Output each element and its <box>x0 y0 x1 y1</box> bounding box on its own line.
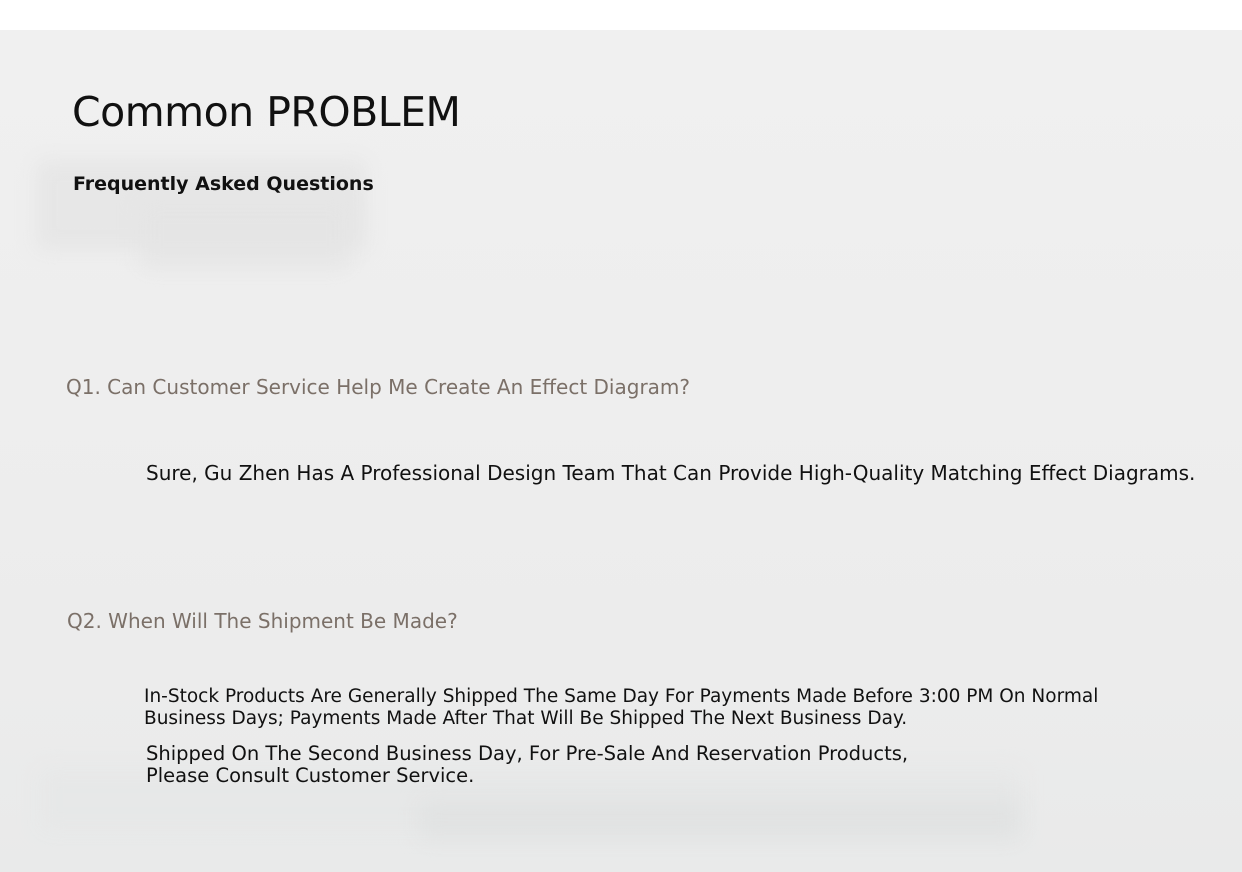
background-shape <box>420 800 1020 840</box>
page-subtitle: Frequently Asked Questions <box>73 173 374 195</box>
faq-question-1: Q1. Can Customer Service Help Me Create An Effect Diagram? <box>66 375 691 399</box>
faq-question-2: Q2. When Will The Shipment Be Made? <box>67 609 458 633</box>
background-shape <box>140 200 350 270</box>
faq-answer-1: Sure, Gu Zhen Has A Professional Design Team That Can Provide High-Quality Matching Effect Diagrams. <box>146 461 1196 485</box>
faq-answer-2-paragraph-2: Shipped On The Second Business Day, For Pre-Sale And Reservation Products, Please Consult Customer Service. <box>146 742 909 787</box>
faq-answer-2-paragraph-1: In-Stock Products Are Generally Shipped The Same Day For Payments Made Before 3:00 PM On Normal Business Days; Payments Made After That Will Be Shipped The Next Business Day. <box>144 686 1099 729</box>
page-title: Common PROBLEM <box>72 88 461 136</box>
top-white-strip <box>0 0 1242 30</box>
